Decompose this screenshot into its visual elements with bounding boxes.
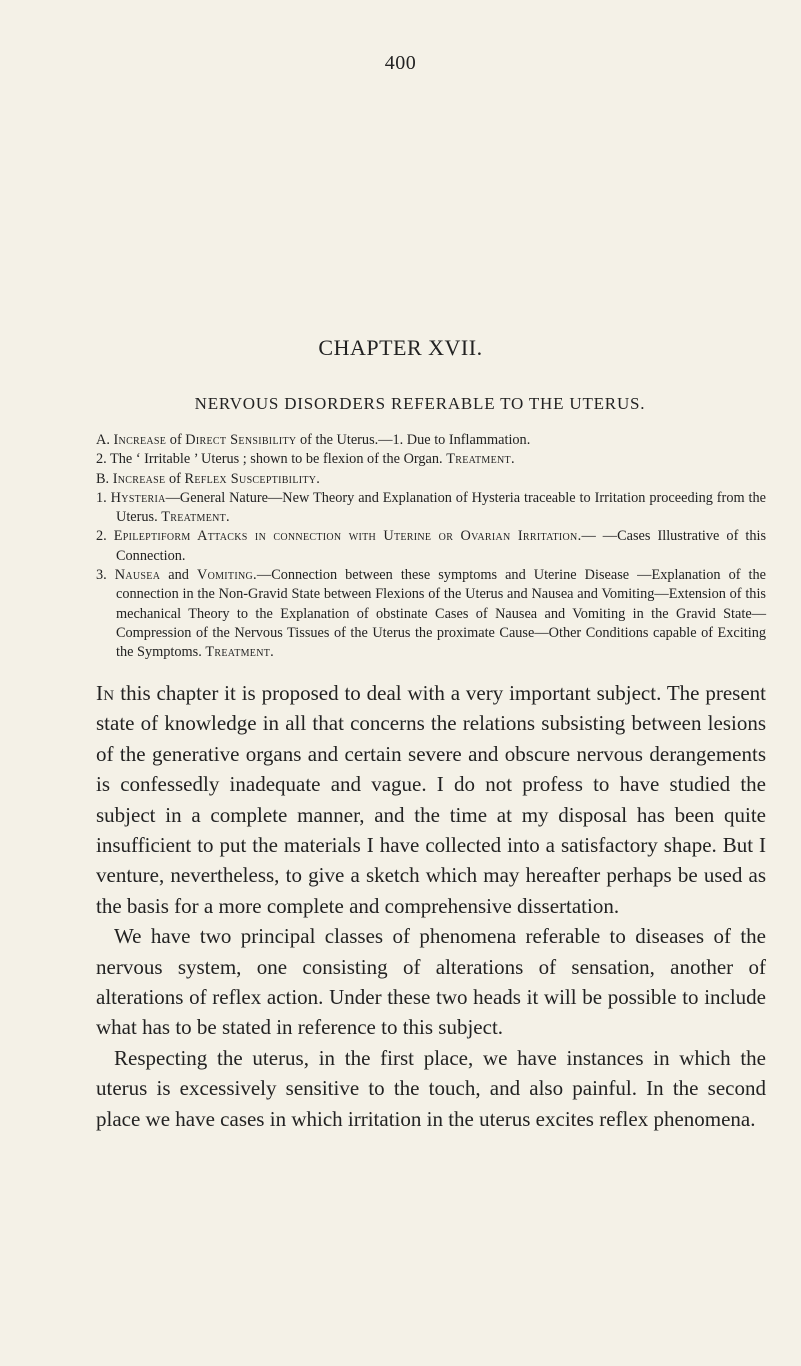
summary-item: 1. Hysteria—General Nature—New Theory and Explanation of Hysteria traceable to Irritation proceeding from the Uterus. Treatment.: [96, 489, 766, 526]
summary-item: 2. Epileptiform Attacks in connection with Uterine or Ovarian Irritation.— —Cases Illustrative of this Connection.: [96, 528, 767, 564]
summary-item: 2. The ‘ Irritable ’ Uterus ; shown to be flexion of the Organ. Treatment.: [96, 451, 515, 468]
summary-item: 3. Nausea and Vomiting.—Connection between these symptoms and Uterine Disease —Explanation of the connection in the Non-Gravid State between Flexions of the Uterus and Nausea and Vomiting—Extension of this mechanical Theory to the Explanation of obstinate Cases of Nausea and Vomiting in the Gravid State—Compression of the Nervous Tissues of the Uterus the proximate Cause—Other Conditions capable of Exciting the Symptoms. Treatment.: [96, 567, 767, 661]
drop-lead-word: In: [96, 681, 115, 705]
summary-item: A. Increase of Direct Sensibility of the Uterus.—1. Due to Inflammation.: [96, 432, 531, 448]
chapter-body: [96, 678, 766, 1134]
body-paragraph: We have two principal classes of phenomena referable to diseases of the nervous system, one consisting of alterations of sensation, another of alterations of reflex action. Under these two heads it will be possible to include what has to be stated in reference to this subject.: [96, 924, 766, 1040]
body-paragraph: In this chapter it is proposed to deal with a very important subject. The present state of knowledge in all that concerns the relations subsisting between lesions of the generative organs and certain severe and obscure nervous derangements is confessedly inadequate and vague. I do not profess to have studied the subject in a complete manner, and the time at my disposal has been quite insufficient to put the materials I have collected into a satisfactory shape. But I venture, nevertheless, to give a sketch which may hereafter perhaps be used as the basis for a more complete and comprehensive dissertation.: [96, 681, 766, 918]
chapter-subtitle: NERVOUS DISORDERS REFERABLE TO THE UTERUS.: [194, 394, 646, 413]
summary-item: B. Increase of Reflex Susceptibility.: [96, 470, 321, 487]
chapter-summary: [96, 431, 766, 663]
body-paragraph: Respecting the uterus, in the first place, we have instances in which the uterus is excessively sensitive to the touch, and also painful. In the second place we have cases in which irritation in the uterus excites reflex phenomena.: [96, 1045, 766, 1131]
chapter-title: CHAPTER XVII.: [318, 335, 483, 360]
page-number: 400: [384, 52, 417, 74]
